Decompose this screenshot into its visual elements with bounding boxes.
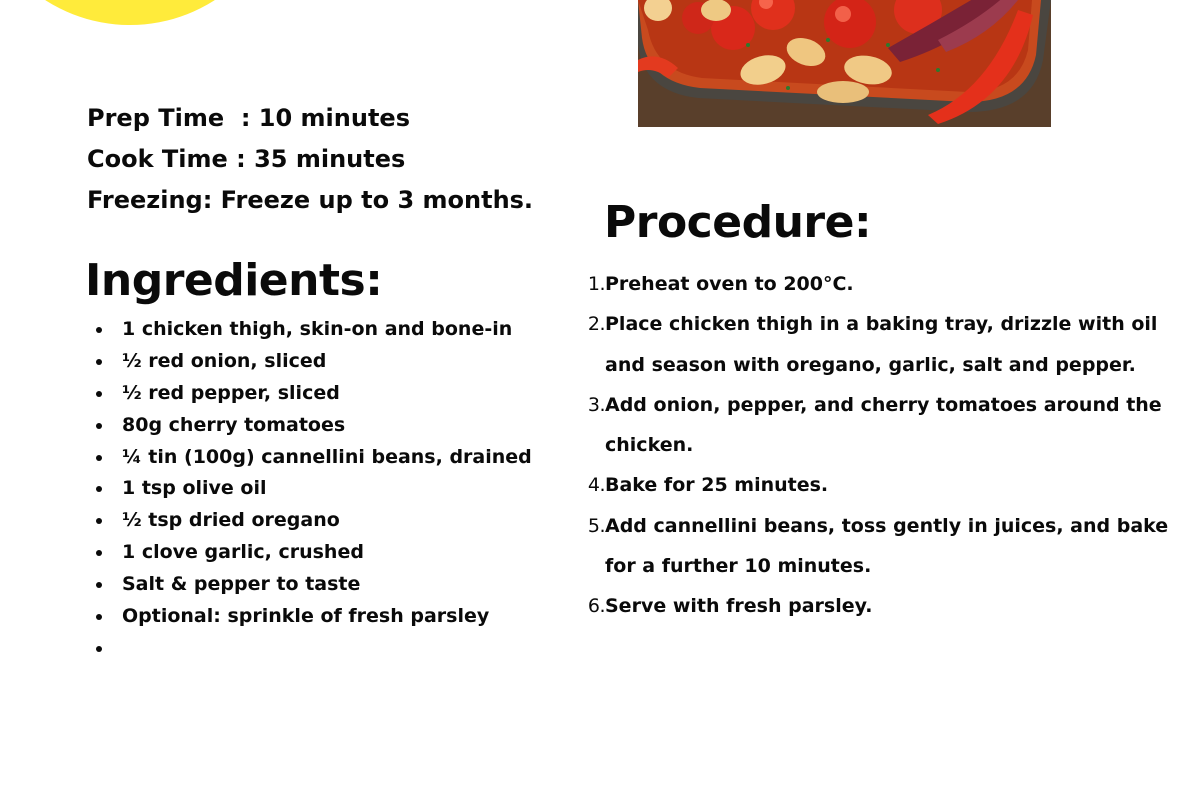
baked-chicken-tray-image bbox=[638, 0, 1051, 127]
step-number: 6. bbox=[587, 595, 605, 618]
procedure-step bbox=[578, 385, 1178, 466]
step-number: 3. bbox=[587, 393, 605, 416]
ingredient-text: Salt & pepper to taste bbox=[122, 573, 361, 596]
list-item bbox=[87, 569, 532, 601]
ingredient-text: ½ red pepper, sliced bbox=[122, 381, 340, 404]
ingredient-text: 1 chicken thigh, skin-on and bone-in bbox=[122, 318, 513, 340]
step-number: 4. bbox=[587, 474, 605, 497]
food-photo bbox=[638, 0, 1051, 127]
step-number: 2. bbox=[587, 313, 605, 336]
list-item bbox=[87, 442, 532, 474]
bullet-icon bbox=[96, 327, 102, 333]
step-number: 5. bbox=[587, 514, 605, 537]
list-item bbox=[87, 473, 532, 505]
step-text: Preheat oven to 200°C. bbox=[605, 273, 854, 295]
procedure-step bbox=[578, 506, 1178, 587]
bullet-icon bbox=[96, 518, 102, 524]
procedure-list bbox=[578, 264, 1178, 627]
ingredient-text: 1 clove garlic, crushed bbox=[122, 541, 364, 564]
list-item bbox=[87, 378, 532, 410]
recipe-meta bbox=[87, 98, 533, 221]
ingredients-list bbox=[87, 314, 532, 665]
bullet-icon bbox=[96, 582, 102, 588]
list-item bbox=[87, 601, 532, 633]
procedure-step bbox=[578, 465, 1178, 505]
list-item bbox=[87, 633, 532, 665]
bullet-icon bbox=[96, 646, 102, 652]
list-item bbox=[87, 346, 532, 378]
list-item bbox=[87, 314, 532, 346]
yellow-circle-decoration bbox=[0, 0, 280, 25]
bullet-icon bbox=[96, 614, 102, 620]
procedure-heading: Procedure: bbox=[604, 197, 872, 248]
list-item bbox=[87, 537, 532, 569]
step-text: Bake for 25 minutes. bbox=[605, 474, 829, 497]
freezing-info: Freezing: Freeze up to 3 months. bbox=[87, 186, 534, 214]
procedure-step bbox=[578, 304, 1178, 385]
list-item bbox=[87, 505, 532, 537]
bullet-icon bbox=[96, 550, 102, 556]
ingredients-heading: Ingredients: bbox=[85, 255, 383, 306]
prep-time: Prep Time : 10 minutes bbox=[87, 104, 410, 132]
ingredient-text: ½ tsp dried oregano bbox=[122, 509, 340, 532]
ingredient-text: 80g cherry tomatoes bbox=[122, 413, 346, 436]
ingredient-text: Optional: sprinkle of fresh parsley bbox=[122, 605, 490, 628]
list-item bbox=[87, 410, 532, 442]
cook-time: Cook Time : 35 minutes bbox=[87, 145, 406, 173]
bullet-icon bbox=[96, 391, 102, 397]
bullet-icon bbox=[96, 455, 102, 461]
ingredient-text: 1 tsp olive oil bbox=[122, 477, 267, 500]
bullet-icon bbox=[96, 423, 102, 429]
ingredient-text: ¼ tin (100g) cannellini beans, drained bbox=[122, 445, 532, 468]
bullet-icon bbox=[96, 359, 102, 365]
procedure-step bbox=[578, 264, 1178, 304]
step-text: Add onion, pepper, and cherry tomatoes around the chicken. bbox=[605, 393, 1162, 457]
procedure-step bbox=[578, 586, 1178, 626]
step-text: Serve with fresh parsley. bbox=[605, 595, 873, 618]
step-text: Add cannellini beans, toss gently in juices, and bake for a further 10 minutes. bbox=[605, 514, 1169, 578]
step-number: 1. bbox=[587, 273, 605, 295]
bullet-icon bbox=[96, 486, 102, 492]
ingredient-text: ½ red onion, sliced bbox=[122, 349, 327, 372]
step-text: Place chicken thigh in a baking tray, drizzle with oil and season with oregano, garlic, salt and pepper. bbox=[605, 313, 1158, 376]
